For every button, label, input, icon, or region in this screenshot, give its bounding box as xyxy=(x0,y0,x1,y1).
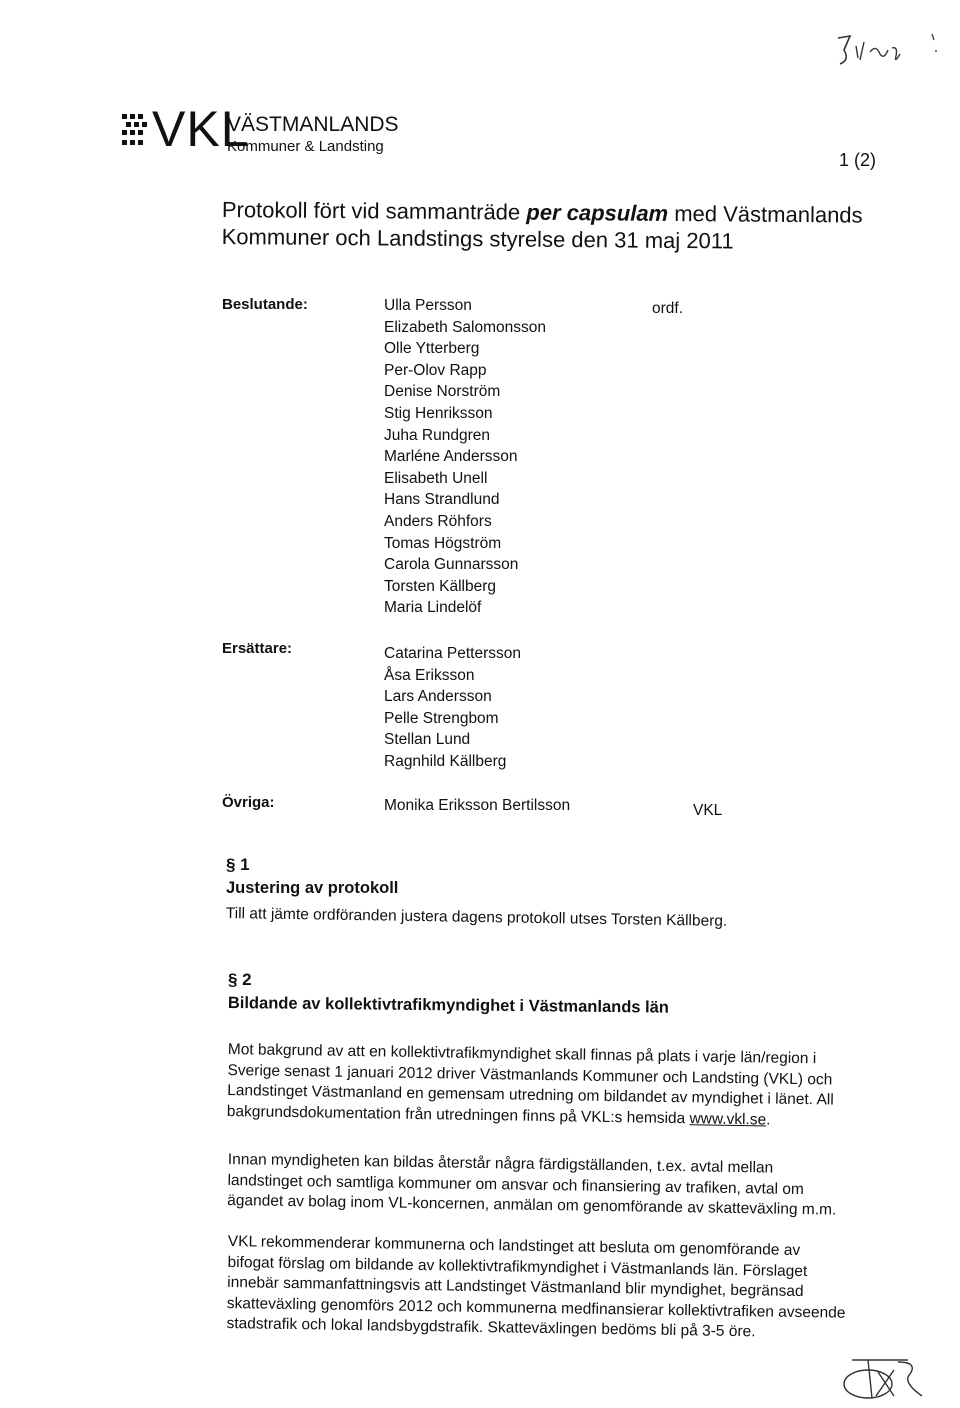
section-1-text: Till att jämte ordföranden justera dagens protokoll utses Torsten Källberg. xyxy=(225,904,728,930)
org-name: VÄSTMANLANDS xyxy=(227,113,399,136)
beslutande-name: Elisabeth Unell xyxy=(384,469,488,487)
ersattare-name: Lars Andersson xyxy=(384,688,492,706)
beslutande-name: Ulla Persson xyxy=(384,297,472,314)
paragraph-line: innebär sammanfattningsvis att Landstinget Västmanland blir myndighet, begränsad xyxy=(227,1273,804,1301)
beslutande-name: Elizabeth Salomonsson xyxy=(384,318,546,336)
beslutande-name: Juha Rundgren xyxy=(384,426,490,444)
paragraph-line: Sverige senast 1 januari 2012 driver Västmanlands Kommuner och Landsting (VKL) och xyxy=(227,1061,833,1088)
paragraph-line: stadstrafik och lokal landsbygdstrafik. Skatteväxlingen bedöms bli på 3-5 öre. xyxy=(226,1314,756,1341)
beslutande-list xyxy=(384,295,546,619)
handwritten-note-icon xyxy=(836,20,946,70)
ersattare-name: Catarina Pettersson xyxy=(384,645,521,662)
title-text-2: med Västmanlands xyxy=(668,200,863,228)
page-number: 1 (2) xyxy=(839,150,877,170)
section-2-paragraph-2 xyxy=(227,1150,958,1223)
org-subtitle: Kommuner & Landsting xyxy=(227,138,384,155)
ersattare-name: Ragnhild Källberg xyxy=(384,752,507,770)
section-2-number: § 2 xyxy=(228,970,252,989)
beslutande-name: Torsten Källberg xyxy=(384,577,497,595)
paragraph-line: bakgrundsdokumentation från utredningen finns på VKL:s hemsida xyxy=(226,1102,690,1127)
beslutande-label: Beslutande: xyxy=(222,296,308,313)
beslutande-name: Per-Olov Rapp xyxy=(384,361,487,379)
beslutande-name: Olle Ytterberg xyxy=(384,340,480,358)
section-1-heading: Justering av protokoll xyxy=(226,879,399,897)
paragraph-line: Innan myndigheten kan bildas återstår några färdigställanden, t.ex. avtal mellan xyxy=(227,1150,774,1177)
paragraph-line: skatteväxling genomförs 2012 och kommunerna medfinansierar kollektivtrafiken avseende xyxy=(226,1294,846,1322)
beslutande-name: Stig Henriksson xyxy=(384,404,493,422)
section-2-paragraph-1 xyxy=(227,1040,958,1133)
title-line-2: Kommuner och Landstings styrelse den 31 maj 2011 xyxy=(221,223,734,254)
vkl-website-link[interactable]: www.vkl.se xyxy=(689,1109,767,1128)
paragraph-line: Mot bakgrund av att en kollektivtrafikmyndighet skall finnas på plats i varje län/region i xyxy=(227,1040,817,1068)
paragraph-line: Landstinget Västmanland en gemensam utredning om bildandet av myndighet i länet. All xyxy=(227,1081,834,1109)
paragraph-line: VKL rekommenderar kommunerna och landstinget att besluta om genomförande av xyxy=(227,1232,801,1259)
beslutande-name: Hans Strandlund xyxy=(384,491,500,509)
section-2-heading: Bildande av kollektivtrafikmyndighet i Västmanlands län xyxy=(227,994,670,1017)
paragraph-line: landstinget och samtliga kommuner om ansvar och finansiering av trafiken, avtal om xyxy=(227,1171,804,1198)
paragraph-end: . xyxy=(766,1110,771,1129)
beslutande-name: Maria Lindelöf xyxy=(384,599,482,617)
signature-initials-icon xyxy=(838,1352,928,1402)
title-italic: per capsulam xyxy=(526,199,669,226)
document-title xyxy=(222,196,952,256)
logo-dots-icon xyxy=(120,112,150,150)
paragraph-line: bifogat förslag om bildande av kollektivtrafikmyndighet i Västmanlands län. Förslaget xyxy=(227,1253,808,1280)
beslutande-name: Marléne Andersson xyxy=(384,448,518,466)
ersattare-list xyxy=(384,643,521,773)
logo-text: VKL xyxy=(152,101,250,157)
chair-note: ordf. xyxy=(652,300,684,317)
section-1-number: § 1 xyxy=(226,855,250,874)
ersattare-label: Ersättare: xyxy=(222,640,293,657)
ersattare-name: Stellan Lund xyxy=(384,731,471,749)
section-2-paragraph-3 xyxy=(226,1232,958,1346)
ovriga-org: VKL xyxy=(693,802,723,819)
beslutande-name: Carola Gunnarsson xyxy=(384,556,519,574)
beslutande-name: Tomas Högström xyxy=(384,534,502,552)
ersattare-name: Åsa Eriksson xyxy=(384,666,475,684)
beslutande-name: Denise Norström xyxy=(384,383,501,401)
title-text-1: Protokoll fört vid sammanträde xyxy=(221,196,527,225)
ovriga-label: Övriga: xyxy=(222,794,275,811)
beslutande-name: Anders Röhfors xyxy=(384,512,492,530)
ersattare-name: Pelle Strengbom xyxy=(384,709,499,727)
paragraph-line: ägandet av bolag inom VL-koncernen, anmälan om genomförande av skatteväxling m.m. xyxy=(227,1191,837,1219)
ovriga-name: Monika Eriksson Bertilsson xyxy=(384,797,571,814)
